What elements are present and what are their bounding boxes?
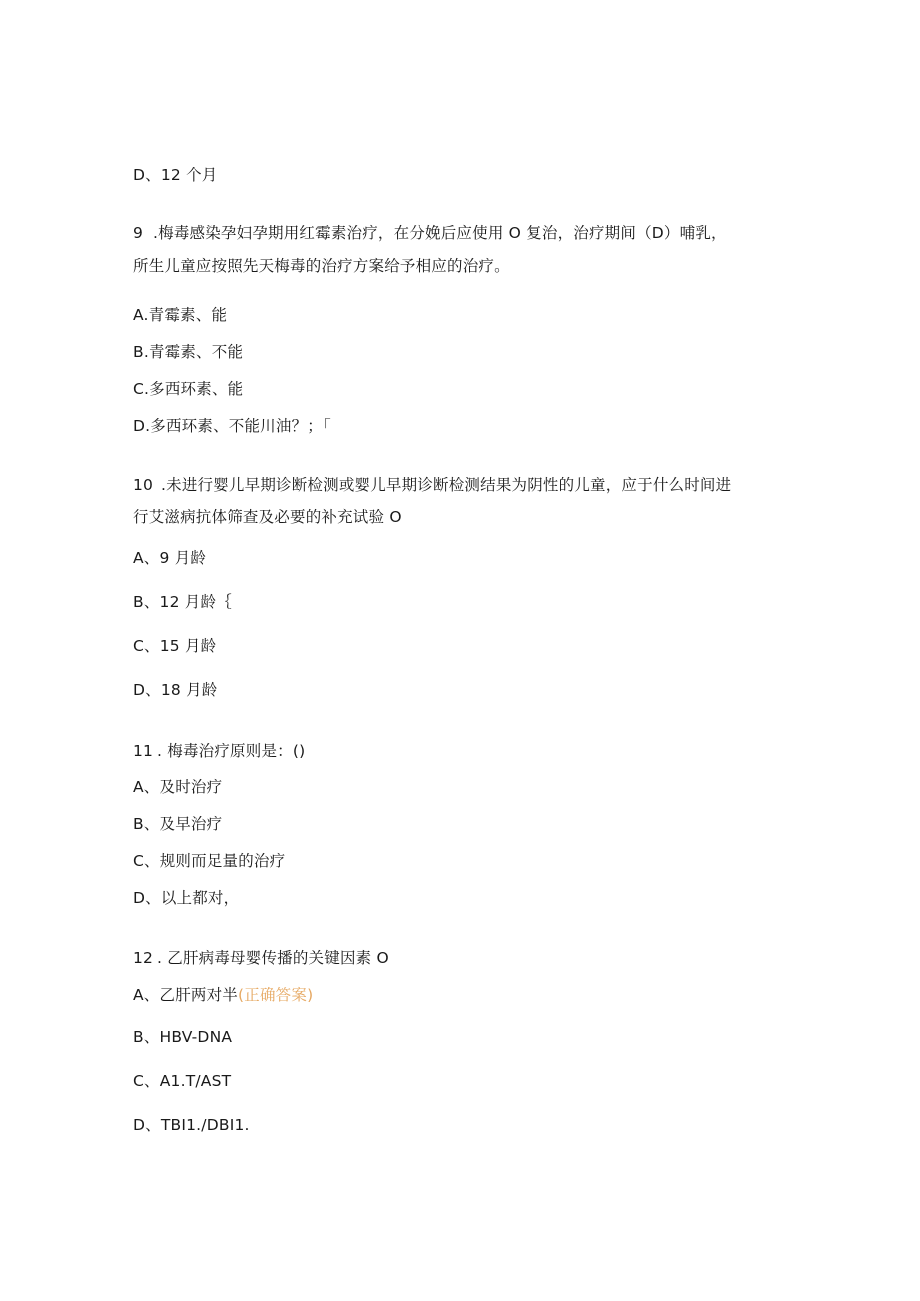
question-11-option-b: B、及早治疗 [133,815,223,833]
question-text: . 梅毒治疗原则是：() [157,742,306,760]
question-12-stem [133,948,389,968]
question-10-option-d: D、18 月龄 [133,681,218,699]
question-10-option-b: B、12 月龄｛ [133,593,232,611]
question-text: .梅毒感染孕妇孕期用红霉素治疗，在分娩后应使用 O 复治，治疗期间（D）哺乳， [153,224,727,242]
question-number: 9 [133,224,144,242]
question-12-option-d: D、TBI1./DBI1. [133,1116,250,1134]
question-10-stem-line2: 行艾滋病抗体筛查及必要的补充试验 O [133,508,402,526]
question-text: .未进行婴儿早期诊断检测或婴儿早期诊断检测结果为阴性的儿童，应于什么时间进 [161,476,732,494]
option-text: A、乙肝两对半 [133,986,239,1004]
question-11-option-c: C、规则而足量的治疗 [133,852,286,870]
question-text: . 乙肝病毒母婴传播的关键因素 O [157,949,389,967]
question-10-option-c: C、15 月龄 [133,637,217,655]
question-11-stem [133,741,305,761]
question-11-option-d: D、以上都对， [133,889,240,907]
question-9-stem-line1 [133,223,727,243]
question-10-option-a: A、9 月龄 [133,549,207,567]
question-number: 10 [133,476,154,494]
question-12-option-a [133,985,313,1005]
correct-answer-tag: (正确答案) [238,986,314,1004]
question-number: 11 [133,742,154,760]
question-12-option-b: B、HBV-DNA [133,1028,233,1046]
question-9-option-b: B.青霉素、不能 [133,343,244,361]
question-9-option-a: A.青霉素、能 [133,306,228,324]
question-10-stem-line1 [133,475,731,495]
question-9-stem-line2: 所生儿童应按照先天梅毒的治疗方案给予相应的治疗。 [133,257,510,275]
question-number: 12 [133,949,154,967]
question-9-option-c: C.多西环素、能 [133,380,244,398]
prev-question-option-d: D、12 个月 [133,166,218,184]
question-11-option-a: A、及时治疗 [133,778,223,796]
question-12-option-c: C、A1.T/AST [133,1072,232,1090]
question-9-option-d: D.多西环素、不能川油？；「 [133,417,331,435]
